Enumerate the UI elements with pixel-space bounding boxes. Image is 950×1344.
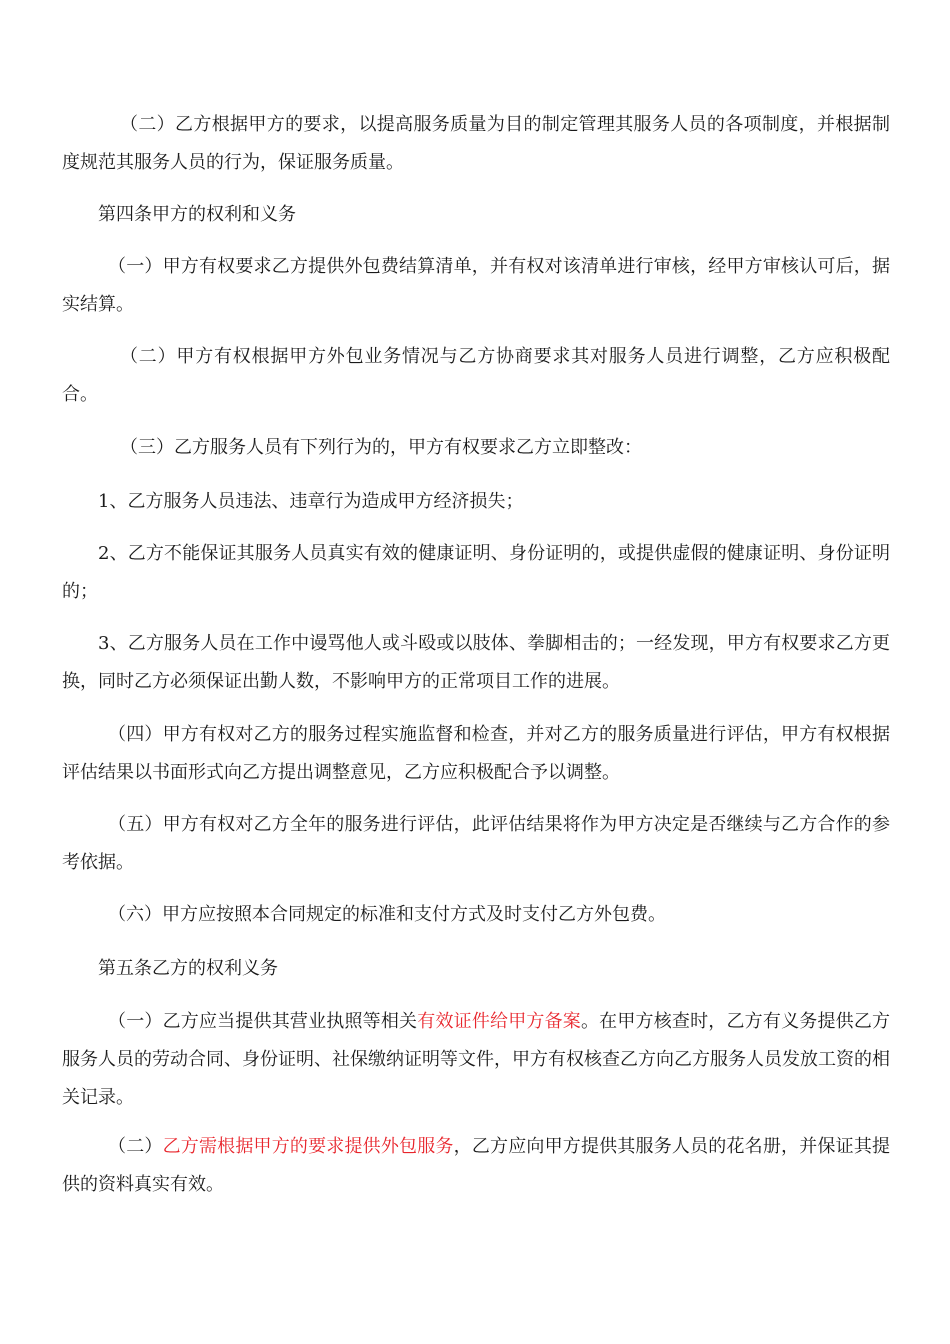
paragraph-5-1-certificates [62, 1003, 890, 1117]
highlighted-text: 乙方需根据甲方的要求提供外包服务 [162, 1136, 454, 1157]
paragraph-2-2-rules: （二）乙方根据甲方的要求，以提高服务质量为目的制定管理其服务人员的各项制度，并根据制度规范其服务人员的行为，保证服务质量。 [62, 114, 890, 173]
paragraph-4-4-supervision: （四）甲方有权对乙方的服务过程实施监督和检查，并对乙方的服务质量进行评估，甲方有权根据评估结果以书面形式向乙方提出调整意见，乙方应积极配合予以调整。 [62, 724, 890, 783]
list-item-1: 1、乙方服务人员违法、违章行为造成甲方经济损失； [98, 491, 524, 512]
paragraph-5-2-text-start: （二） [108, 1136, 163, 1157]
highlighted-text: 有效证件给甲方备案 [417, 1011, 581, 1032]
paragraph-4-5-evaluation: （五）甲方有权对乙方全年的服务进行评估，此评估结果将作为甲方决定是否继续与乙方合作的参考依据。 [62, 814, 890, 873]
paragraph-4-2-adjustment: （二）甲方有权根据甲方外包业务情况与乙方协商要求其对服务人员进行调整，乙方应积极配合。 [62, 346, 890, 405]
paragraph-5-2-outsourcing [62, 1128, 890, 1204]
section-heading-article-5: 第五条乙方的权利义务 [98, 958, 278, 979]
paragraph-4-3-rectification: （三）乙方服务人员有下列行为的，甲方有权要求乙方立即整改： [120, 437, 642, 458]
paragraph-5-1-text-end: 。在甲方核查时，乙方有义务提供乙方服务人员的劳动合同、身份证明、社保缴纳证明等文件，甲方有权核查乙方向乙方服务人员发放工资的相关记录。 [62, 1011, 891, 1108]
list-item-2: 2、乙方不能保证其服务人员真实有效的健康证明、身份证明的，或提供虚假的健康证明、身份证明的； [62, 543, 890, 602]
paragraph-4-6-payment: （六）甲方应按照本合同规定的标准和支付方式及时支付乙方外包费。 [108, 904, 666, 925]
paragraph-4-1-settlement: （一）甲方有权要求乙方提供外包费结算清单，并有权对该清单进行审核，经甲方审核认可后，据实结算。 [62, 256, 890, 315]
paragraph-5-1-text-start: （一）乙方应当提供其营业执照等相关 [108, 1011, 418, 1032]
paragraph-5-2-text-end: ，乙方应向甲方提供其服务人员的花名册，并保证其提供的资料真实有效。 [62, 1136, 891, 1195]
section-heading-article-4: 第四条甲方的权利和义务 [98, 204, 296, 225]
list-item-3: 3、乙方服务人员在工作中谩骂他人或斗殴或以肢体、拳脚相击的；一经发现，甲方有权要求乙方更换，同时乙方必须保证出勤人数，不影响甲方的正常项目工作的进展。 [62, 633, 890, 692]
